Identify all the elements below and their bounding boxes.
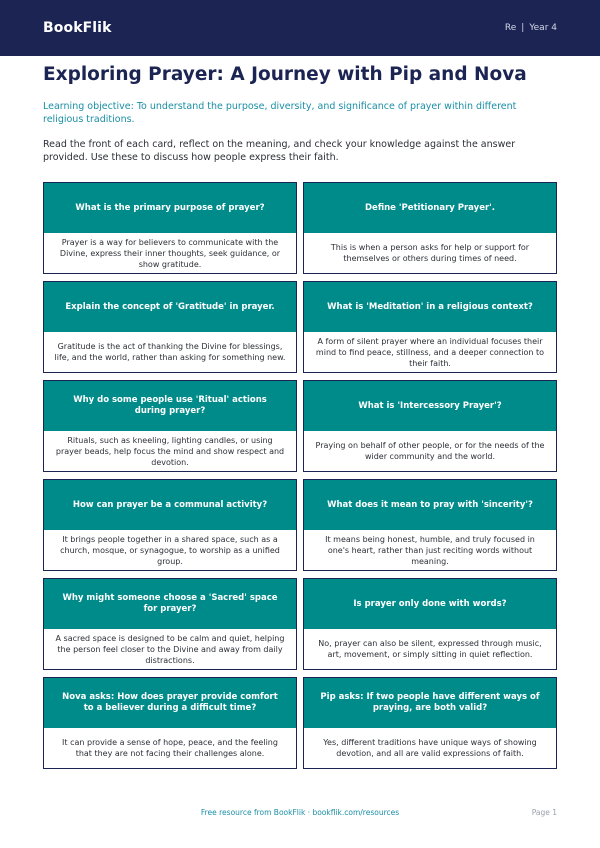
top-bar [0,0,600,56]
card-answer: It means being honest, humble, and truly focused in one's heart, rather than just reciting words without meaning. [304,530,556,570]
flashcard[interactable] [303,380,557,472]
card-answer: This is when a person asks for help or support for themselves or others during times of need. [304,233,556,273]
card-answer: A sacred space is designed to be calm and quiet, helping the person feel closer to the Divine and away from daily distractions. [44,629,296,669]
card-question: What is 'Meditation' in a religious context? [304,282,556,332]
card-question: Why might someone choose a 'Sacred' space for prayer? [44,579,296,629]
card-answer: Yes, different traditions have unique ways of showing devotion, and all are valid expressions of faith. [304,728,556,768]
card-question: What does it mean to pray with 'sincerity'? [304,480,556,530]
flashcard[interactable] [43,380,297,472]
card-answer: A form of silent prayer where an individual focuses their mind to find peace, stillness, and a deeper connection to their faith. [304,332,556,372]
year-label: Year 4 [529,23,557,33]
flashcard[interactable] [303,182,557,274]
flashcard[interactable] [303,578,557,670]
subject-year-label [505,23,557,33]
page-title: Exploring Prayer: A Journey with Pip and Nova [43,64,527,85]
card-answer: It can provide a sense of hope, peace, and the feeling that they are not facing their challenges alone. [44,728,296,768]
flashcard[interactable] [43,677,297,769]
flashcard[interactable] [43,182,297,274]
card-question: What is the primary purpose of prayer? [44,183,296,233]
subject-label: Re [504,23,517,33]
card-answer: No, prayer can also be silent, expressed through music, art, movement, or simply sitting in quiet reflection. [304,629,556,669]
flashcard[interactable] [43,479,297,571]
card-question: Explain the concept of 'Gratitude' in prayer. [44,282,296,332]
brand-logo[interactable]: BookFlik [43,20,112,36]
card-question: What is 'Intercessory Prayer'? [304,381,556,431]
card-answer: Prayer is a way for believers to communicate with the Divine, express their inner thoughts, seek guidance, or show gratitude. [44,233,296,273]
card-answer: It brings people together in a shared space, such as a church, mosque, or synagogue, to worship as a unified group. [44,530,296,570]
page-number: Page 1 [531,808,557,817]
flashcard[interactable] [303,281,557,373]
meta-separator: | [521,23,525,33]
card-answer: Rituals, such as kneeling, lighting candles, or using prayer beads, help focus the mind and show respect and devotion. [44,431,296,471]
card-question: How can prayer be a communal activity? [44,480,296,530]
flashcard[interactable] [43,281,297,373]
learning-objective: Learning objective: To understand the purpose, diversity, and significance of prayer within different religious traditions. [43,101,517,125]
card-question: Define 'Petitionary Prayer'. [304,183,556,233]
footer-link[interactable]: Free resource from BookFlik · bookflik.com/resources [200,808,400,817]
card-answer: Praying on behalf of other people, or for the needs of the wider community and the world. [304,431,556,471]
flashcard-grid [43,182,557,769]
card-question: Pip asks: If two people have different ways of praying, are both valid? [304,678,556,728]
card-question: Why do some people use 'Ritual' actions during prayer? [44,381,296,431]
card-question: Is prayer only done with words? [304,579,556,629]
flashcard[interactable] [303,479,557,571]
card-answer: Gratitude is the act of thanking the Divine for blessings, life, and the world, rather than asking for something new. [44,332,296,372]
card-question: Nova asks: How does prayer provide comfort to a believer during a difficult time? [44,678,296,728]
flashcard[interactable] [43,578,297,670]
flashcard[interactable] [303,677,557,769]
intro-text: Read the front of each card, reflect on the meaning, and check your knowledge against the answer provided. Use these to discuss how people express their faith. [43,139,516,163]
